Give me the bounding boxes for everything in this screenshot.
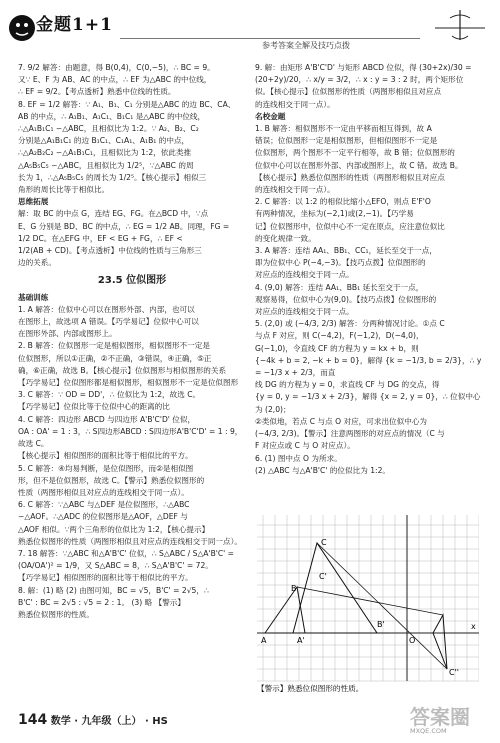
text-line: 2. B 解答：位似图形一定是相似图形，相似图形不一定是 (18, 341, 210, 351)
text-line: 性质（两图形相似且对应点的连线相交于同一点）。 (18, 487, 189, 497)
text-line: 形，但不是位似图形，故选 C。【警示】熟悉位似图形的 (18, 475, 205, 485)
pen-decoration-icon (430, 6, 490, 44)
text-line: 分别是△A₁B₁C₁ 的边 B₁C₁、C₁A₁、A₁B₁ 的中点， (18, 136, 190, 146)
section-title: 23.5 位似图形 (97, 275, 167, 287)
text-line: 9. 解：由矩形 A'B'C'D' 与矩形 ABCD 位似，得 (30+2x)/30 = (255, 63, 472, 72)
text-line: AB 的中点，∴ A₁B₁、A₁C₁、B₁C₁ 是△ABC 的中位线， (18, 111, 206, 121)
text-line: 对应点的连线相交于同一点。 (255, 307, 354, 317)
footer-subject: 数学 · 九年级（上） · HS (50, 716, 168, 727)
text-line: F 对应点或 C 与 O 对应点）。 (255, 441, 355, 451)
text-line: 1. A 解答：位似中心可以在图形外部、内部，也可以 (18, 304, 195, 314)
coordinate-grid-figure (257, 515, 479, 693)
text-line: 熟悉位似图形的性质。 (18, 609, 94, 619)
connector-line (297, 587, 443, 615)
subheading: 思维拓展 (18, 197, 49, 207)
text-line: 似。【核心提示】位似图形的性质（两图形相似且对应点 (255, 87, 442, 97)
text-line: OA : OA' = 1 : 3，∴ S四边形ABCD : S四边形A'B'C'D' = 1 : 9，故选 C。 (18, 426, 243, 449)
fig-label: A' (297, 636, 305, 645)
text-line: 的连线相交于同一点）。 (255, 99, 335, 109)
text-line: 位似图形，两个图形不一定平行相等，故 B 错；位似图形的 (255, 148, 455, 158)
text-line: 【核心提示】相似图形的面积比等于相似比的平方。 (18, 451, 193, 461)
header-subtitle: 参考答案全解及技巧点拨 (262, 41, 350, 50)
triangle-abc-double-prime (433, 615, 447, 669)
fig-label: O (409, 636, 416, 645)
page-footer (18, 712, 168, 728)
page-header (0, 0, 500, 52)
text-line: (2) △ABC 与△A'B'C' 的位似比为 1:2。 (255, 465, 391, 475)
fig-label: C' (319, 572, 327, 581)
right-column (255, 62, 487, 477)
subheading: 基础训练 (18, 292, 49, 302)
text-line: {−4k + b = 2, −k + b = 0}，解得 {k = −1/3, b = 2/3}，∴ y = −1/3 x + 2/3，而直 (255, 355, 482, 378)
text-line: (OA/OA')² = 1/9，又 S△ABC = 8，∴ S△A'B'C' = 72。 (18, 561, 213, 571)
text-line: ∴△A₂B₂C₂ ∽△A₁B₁C₁，且相似比为 1:2，依此类推 (18, 148, 192, 158)
text-line: G(−1,0)，令直线 CF 的方程为 y = kx + b，则 (255, 343, 419, 353)
text-line: 线 DG 的方程为 y = 0，求直线 CF 与 DG 的交点，得 (255, 380, 440, 390)
text-line: 边的关系。 (18, 258, 56, 268)
text-line: 有两种情况，坐标为(−2,1)或(2,−1)。【巧学易 (255, 209, 414, 219)
text-line: 的变化规律一致。 (255, 233, 316, 243)
text-line: 2. C 解答：以 1:2 的相似比缩小△EFO，则点 E'F'O (255, 197, 431, 207)
text-line: E、G 分别是 BD、BC 的中点，∴ EG = 1/2 AB。同理，FG = (18, 221, 230, 231)
subheading: 名校金题 (255, 111, 286, 121)
text-line: {y = 0, y = −1/3 x + 2/3}，解得 {x = 2, y = 0}，∴ 位似中心为 (2,0)； (255, 392, 481, 414)
text-line: 7. 18 解答：∵△ABC 和△A'B'C' 位似，∴ S△ABC / S△A'B'C' = (18, 548, 235, 558)
text-line: 角形的周长比等于相似比。 (18, 185, 110, 195)
text-line: 4. C 解答：四边形 ABCD 与四边形 A'B'C'D' 位似， (18, 414, 196, 424)
text-line: 长为 1，∴△A₅B₅C₅ 的周长为 1/2⁵。【核心提示】相似三 (18, 172, 207, 182)
text-line: 1/2(AB + CD)。【考点透析】中位线的性质与三角形三 (18, 246, 202, 256)
text-line: 在图形上，故选项 A 错误。【巧学易记】位似中心可以 (18, 317, 199, 327)
text-line: 又∵ E、F 为 AB、AC 的中点，∴ EF 为△ABC 的中位线， (18, 75, 212, 85)
watermark-url: MXQE.COM (410, 727, 447, 735)
text-line: (−4/3, 2/3)。【警示】注意两图形的对应点的情况（C 与 (255, 429, 445, 439)
text-line: 7. 9/2 解答：由题意，得 B(0,4)，C(0,−5)，∴ BC = 9。 (18, 63, 215, 72)
text-line: 【巧学易记】位似比等于位似中心的距离的比 (18, 402, 170, 412)
fig-label: B' (377, 620, 385, 629)
text-line: 即为位似中心 P(−4,−3)。【技巧点拨】位似图形的 (255, 258, 426, 268)
text-line: 观察易得，位似中心为(9,0)。【技巧点拨】位似图形的 (255, 294, 437, 304)
text-line: ②类似地，若点 C 与点 O 对应，可求出位似中心为 (255, 416, 428, 426)
text-line: 6. (1) 图中点 O 为所求。 (255, 453, 342, 463)
text-line: 记】位似图形中，位似中心不一定在原点，应注意位似比 (255, 221, 445, 231)
left-column (18, 62, 246, 621)
text-line: △AOF 相似。∵两个三角形的位似比为 1:2，【核心提示】 (18, 524, 210, 534)
text-line: 熟悉位似图形的性质（两图形相似且对应点的连线相交于同一点）。 (18, 536, 243, 546)
text-line: 错误；位似图形一定是相似图形，但相似图形不一定是 (255, 136, 438, 146)
text-line: 5. C 解答：④均易判断，是位似图形，而②是相似图 (18, 463, 194, 473)
text-line: B'C' : BC = 2√5 : √5 = 2 : 1。 (3) 略 【警示】 (18, 597, 185, 607)
fig-label: B (291, 584, 297, 593)
text-line: ∽△AOF。∴△ADC 的位似图形是△AOF，△DEF 与 (18, 512, 188, 522)
text-line: 1. B 解答：相似图形不一定由平移而相互得到，故 A (255, 124, 432, 134)
text-line: 6. C 解答：∵△ABC 与△DEF 是位似图形，∴△ABC (18, 500, 190, 510)
text-line: 4. (9,0) 解答：连结 AA₁、BB₁ 延长至交于一点， (255, 282, 424, 292)
text-line: 与点 F 对应，则 C(−4,2)，F(−1,2)，D(−4,0)， (255, 331, 424, 341)
text-line: 3. C 解答：∵ OD = DD'，∴ 位似比为 1:2，故选 C。 (18, 390, 201, 400)
page-number: 144 (18, 712, 48, 728)
text-line: 1/2 DC。在△EFG 中，EF < EG + FG，∴ EF < (18, 233, 183, 243)
text-line: 解：取 BC 的中点 G，连结 EG、FG。在△BCD 中，∵点 (18, 209, 209, 219)
text-line: 3. A 解答：连结 AA₁、BB₁、CC₁，延长至交于一点， (255, 246, 437, 256)
header-divider (120, 38, 420, 39)
text-line: (20+2y)/20，∴ x/y = 3/2，∴ x : y = 3 : 2 时，两个矩形位 (255, 75, 464, 85)
text-line: 5. (2,0) 或 (−4/3, 2/3) 解答：分两种情况讨论。①点 C (255, 319, 445, 329)
text-line: ∴△A₁B₁C₁ ∽△ABC，且相似比为 1:2。∵ A₂、B₂、C₂ (18, 124, 199, 134)
text-line: ∴ EF = 9/2。【考点透析】熟悉中位线的性质。 (18, 87, 176, 97)
text-line: 8. 解：(1) 略 (2) 由图可知，BC = √5，B'C' = 2√5，∴ (18, 585, 209, 595)
text-line: △A₅B₅C₅ ∽△ABC，且相似比为 1/2⁵，∵△ABC 的周 (18, 160, 194, 170)
text-line: 【巧学易记】位似图形都是相似图形，相似图形不一定是位似图形 (18, 378, 239, 388)
text-line: 【巧学易记】相似图形的面积比等于相似比的平方。 (18, 573, 193, 583)
connector-line (317, 543, 447, 669)
text-line: 的连线相交于同一点）。 (255, 185, 335, 195)
fig-label: x (471, 622, 476, 631)
fig-label: C'' (449, 668, 459, 677)
text-line: 确，⑥正确，故选 B。【核心提示】位似图形与相似图形的关系 (18, 365, 227, 375)
text-line: 在图形外部、内部或图形上。 (18, 329, 117, 339)
figure-caption: 【警示】熟悉位似图形的性质。 (257, 684, 364, 693)
fig-label: A (261, 636, 267, 645)
fig-label: C (321, 538, 327, 547)
text-line: 位似图形，所以①正确，②不正确，③错误，④正确，⑤正 (18, 353, 212, 363)
text-line: 对应点的连线相交于同一点。 (255, 270, 354, 280)
brand-title: 金题1+1 (36, 15, 113, 35)
text-line: 位似中心可以在图形外部、内部或图形上，故 C 错。故选 B。 (255, 160, 463, 170)
text-line: 【核心提示】熟悉位似图形的性质（两图形相似且对应点 (255, 172, 445, 182)
text-line: 8. EF = 1/2 解答：∵ A₁、B₁、C₁ 分别是△ABC 的边 BC、CA、 (18, 99, 236, 109)
watermark-text: 答案圈 (410, 705, 470, 729)
